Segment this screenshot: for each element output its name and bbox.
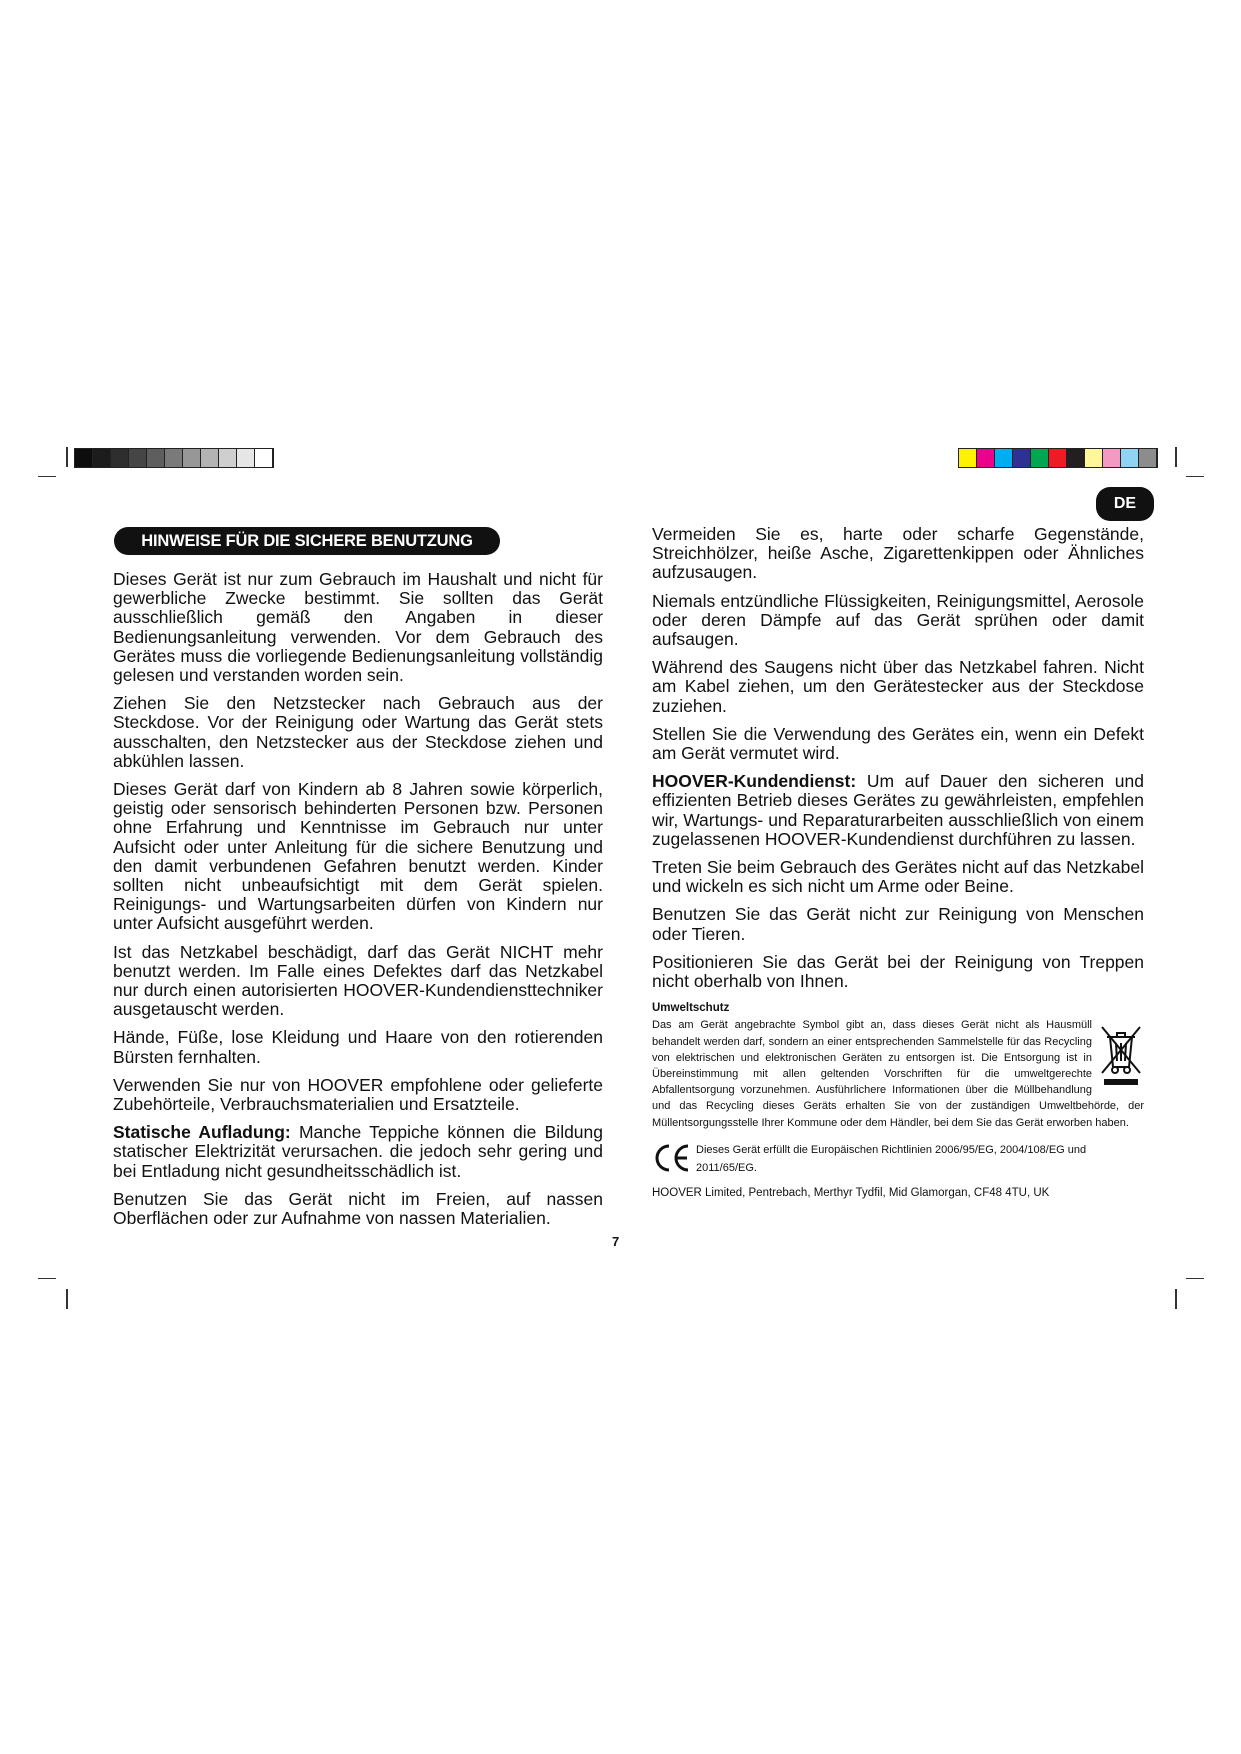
calibration-swatch [959,449,977,467]
paragraph-step-on-cable: Treten Sie beim Gebrauch des Gerätes nicht auf das Netzkabel und wickeln es sich nicht um Arme oder Beine. [652,857,1144,897]
section-heading: HINWEISE FÜR DIE SICHERE BENUTZUNG [114,527,500,555]
crop-mark [66,447,68,467]
paragraph-static [113,1123,603,1181]
color-calibration-bar [958,448,1158,468]
crop-mark [1175,1289,1177,1309]
calibration-swatch [147,449,165,467]
paragraph-children: Dieses Gerät darf von Kindern ab 8 Jahren sowie körperlich, geistig oder sensorisch behinderten Personen bzw. Personen ohne Erfahrung und Kenntnisse im Gebrauch nur unter Aufsicht oder unter Anleitung für die sichere Benutzung und den damit verbundenen Gefahren benutzt werden. Kinder sollten nicht unbeaufsichtigt mit dem Gerät spielen. Reinigungs- und Wartungsarbeiten dürfen von Kindern nur unter Aufsicht ausgeführt werden. [113,779,603,934]
static-text: Manche Teppiche können die Bildung statischer Elektrizität verursachen. die jedoch sehr gering und bei Entladung nicht gesundheitsschädlich ist. [113,1122,604,1181]
paragraph-defect: Stellen Sie die Verwendung des Gerätes ein, wenn ein Defekt am Gerät vermutet wird. [652,723,1144,764]
paragraph-unplug: Ziehen Sie den Netzstecker nach Gebrauch aus der Steckdose. Vor der Reinigung oder Wartung das Gerät stets ausschalten, den Netzstecker aus der Steckdose ziehen und abkühlen lassen. [113,693,603,771]
calibration-swatch [183,449,201,467]
calibration-swatch [1139,449,1157,467]
crop-mark [38,1278,56,1279]
grayscale-calibration-bar [74,448,274,468]
service-text: Um auf Dauer den sicheren und effizienten Betrieb dieses Gerätes zu gewährleisten, empfehlen wir, Wartungs- und Reparaturarbeiten ausschließlich von einem zugelassenen HOOVER-Kundendienst durchführen zu lassen. [652,771,1144,849]
calibration-swatch [1103,449,1121,467]
crop-mark [1186,476,1204,477]
calibration-swatch [995,449,1013,467]
left-column [113,570,603,1237]
crop-mark [38,476,56,477]
manufacturer-address: HOOVER Limited, Pentrebach, Merthyr Tydfil, Mid Glamorgan, CF48 4TU, UK [652,1186,1050,1199]
paragraph-accessories: Verwenden Sie nur von HOOVER empfohlene oder gelieferte Zubehörteile, Verbrauchsmaterialien und Ersatzteile. [113,1074,603,1115]
weee-bin-icon [1098,1021,1144,1087]
calibration-swatch [237,449,255,467]
paragraph-flammable: Niemals entzündliche Flüssigkeiten, Reinigungsmittel, Aerosole oder deren Dämpfe auf das Gerät sprühen oder damit aufsaugen. [652,590,1144,650]
right-column [652,525,1144,1201]
paragraph-service [652,772,1144,849]
paragraph-household-use: Dieses Gerät ist nur zum Gebrauch im Haushalt und nicht für gewerbliche Zwecke bestimmt. Sie sollten das Gerät ausschließlich gemäß den Angaben in dieser Bedienungsanleitung verwenden. Vor dem Gebrauch des Gerätes muss die vorliegende Bedienungsanleitung vollständig gelesen und verstanden worden sein. [113,569,603,686]
service-label: HOOVER-Kundendienst: [652,771,857,792]
calibration-swatch [1031,449,1049,467]
ce-compliance [652,1141,1144,1177]
calibration-swatch [93,449,111,467]
calibration-swatch [1121,449,1139,467]
calibration-swatch [1067,449,1085,467]
environment-section [652,1000,1144,1201]
crop-mark [1186,1278,1204,1279]
paragraph-sharp-objects: Vermeiden Sie es, harte oder scharfe Gegenstände, Streichhölzer, heiße Asche, Zigarettenkippen oder Ähnliches aufzusaugen. [652,524,1144,583]
static-label: Statische Aufladung: [113,1122,291,1143]
ce-text: Dieses Gerät erfüllt die Europäischen Richtlinien 2006/95/EG, 2004/108/EG und 2011/65/EG. [696,1143,1087,1174]
calibration-swatch [1049,449,1067,467]
paragraph-people-animals: Benutzen Sie das Gerät nicht zur Reinigung von Menschen oder Tieren. [652,904,1144,944]
ce-mark-icon [652,1141,692,1175]
calibration-swatch [1013,449,1031,467]
paragraph-stairs: Positionieren Sie das Gerät bei der Reinigung von Treppen nicht oberhalb von Ihnen. [652,951,1144,992]
calibration-swatch [1085,449,1103,467]
paragraph-outdoor: Benutzen Sie das Gerät nicht im Freien, auf nassen Oberflächen oder zur Aufnahme von nassen Materialien. [113,1188,603,1229]
environment-text: Das am Gerät angebrachte Symbol gibt an, dass dieses Gerät nicht als Hausmüll behandelt werden darf, sondern an einer entsprechenden Sammelstelle für das Recycling von elektrischen und elektronischen Geräten zu entsorgen ist. Die Entsorgung ist in Übereinstimmung mit allen geltenden Vorschriften für die umweltgerechte Abfallentsorgung vorzunehmen. Ausführlichere Informationen über die Müllbehandlung und das Recycling dieses Geräts erhalten Sie von der zuständigen Umweltbehörde, der Müllentsorgungsstelle Ihrer Kommune oder dem Händler, bei dem Sie das Gerät erworben haben. [652,1019,1144,1129]
language-badge: DE [1096,487,1154,521]
crop-mark [1175,447,1177,467]
calibration-swatch [75,449,93,467]
environment-title: Umweltschutz [652,1002,730,1015]
page-number: 7 [612,1234,620,1249]
calibration-swatch [111,449,129,467]
calibration-swatch [129,449,147,467]
crop-mark [66,1289,68,1309]
paragraph-brushes: Hände, Füße, lose Kleidung und Haare von den rotierenden Bürsten fernhalten. [113,1027,603,1067]
calibration-swatch [165,449,183,467]
calibration-swatch [219,449,237,467]
calibration-swatch [977,449,995,467]
paragraph-cable-handling: Während des Saugens nicht über das Netzkabel fahren. Nicht am Kabel ziehen, um den Gerätestecker aus der Steckdose zuziehen. [652,657,1144,716]
paragraph-damaged-cable: Ist das Netzkabel beschädigt, darf das Gerät NICHT mehr benutzt werden. Im Falle eines Defektes darf das Netzkabel nur durch einen autorisierten HOOVER-Kundendiensttechniker ausgetauscht werden. [113,941,603,1020]
calibration-swatch [201,449,219,467]
calibration-swatch [255,449,273,467]
